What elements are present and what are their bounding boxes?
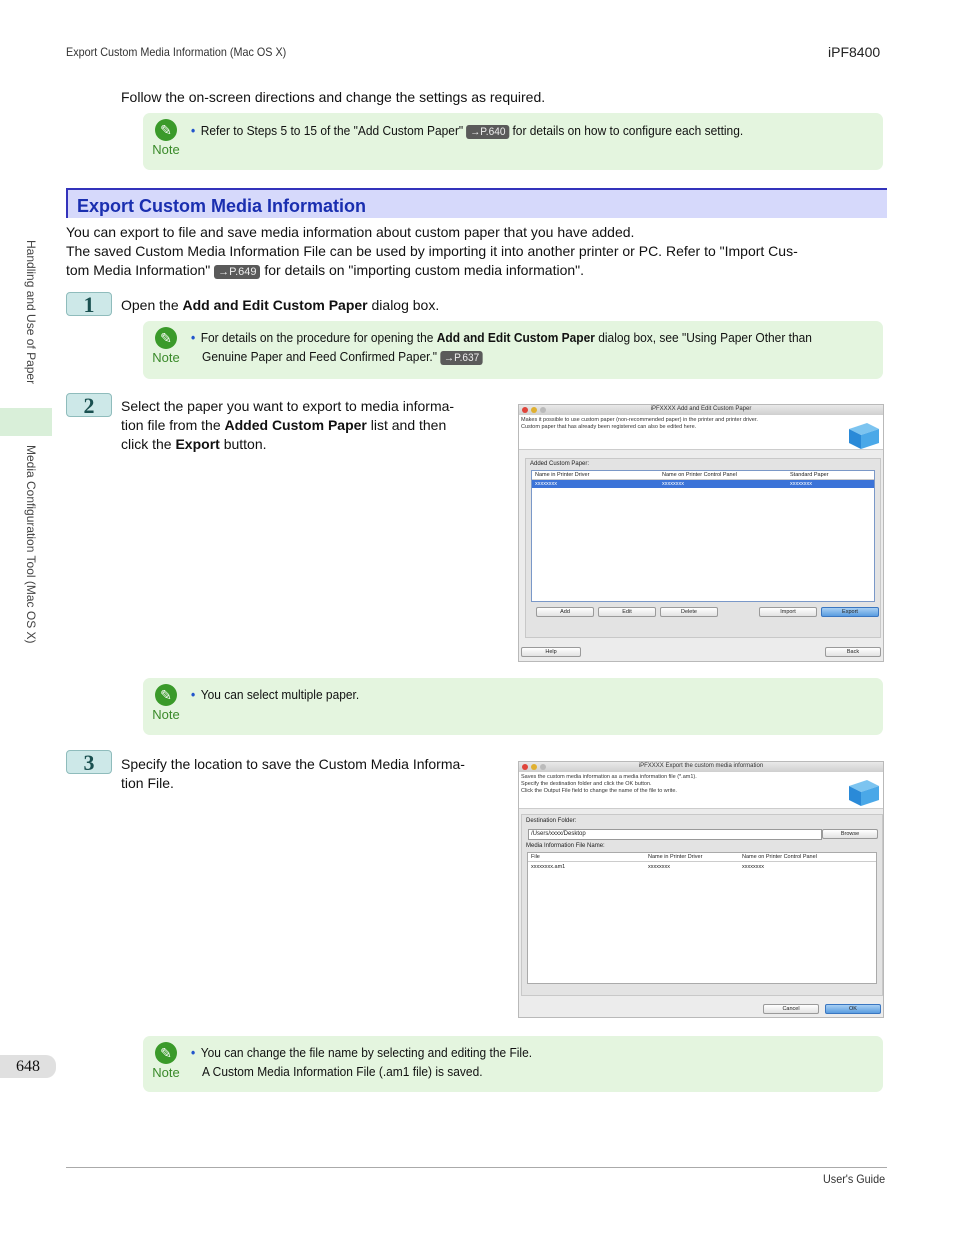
note-leaf-icon: ✎ <box>155 119 177 141</box>
edit-button[interactable]: Edit <box>598 607 656 617</box>
paragraph: You can export to file and save media information about custom paper that you have added. <box>66 224 635 240</box>
table-row[interactable]: xxxxxxxx xxxxxxxx xxxxxxxx <box>532 480 874 488</box>
export-button[interactable]: Export <box>821 607 879 617</box>
step-number: 2 <box>66 393 112 417</box>
list-header: File Name in Printer Driver Name on Printer Control Panel <box>528 853 876 862</box>
step-number: 1 <box>66 292 112 316</box>
list-header: Name in Printer Driver Name on Printer Control Panel Standard Paper <box>532 471 874 480</box>
note-box: ✎ Note • For details on the procedure for opening the Add and Edit Custom Paper dialog box, see "Using Paper Other than Genuine Paper and Feed Confirmed Paper." →P.637 <box>143 321 883 379</box>
footer-guide-title: User's Guide <box>823 1172 886 1186</box>
side-tab-marker <box>0 408 52 436</box>
note-leaf-icon: ✎ <box>155 327 177 349</box>
page-ref-link[interactable]: →P.640 <box>467 125 510 139</box>
add-edit-custom-paper-dialog: iPFXXXX Add and Edit Custom Paper Makes it possible to use custom paper (non-recommended paper) in the printer and printer driver. Custom paper that has already been registered can also be edited here. Added Custom Paper: Name in Printer Driver Name on Printer Control Panel Standard Paper xxxxxxxx xxxxxxxx xxxxxxxx Add Edit Delete Import Export Help Back <box>518 404 884 662</box>
paragraph: tom Media Information" →P.649 for details on "importing custom media information". <box>66 262 585 278</box>
side-tab-media-config[interactable]: Media Configuration Tool (Mac OS X) <box>24 445 38 644</box>
export-custom-media-dialog: iPFXXXX Export the custom media information Saves the custom media information as a media information file (*.am1). Specify the destination folder and click the OK button. Click the Output File field to change the name of the file to write. Destination Folder: /Users/xxxx/Desktop Browse Media Information File Name: File Name in Printer Driver Name on Printer Control Panel xxxxxxxx.am1 xxxxxxxx xxxxxxxx Cancel OK <box>518 761 884 1018</box>
note-box: ✎ Note • You can select multiple paper. <box>143 678 883 735</box>
step-text: Select the paper you want to export to media informa- tion file from the Added Custom Paper list and then click the Export button. <box>121 398 455 452</box>
page-ref-link[interactable]: →P.637 <box>440 351 483 365</box>
printer-media-cube-icon <box>845 776 881 806</box>
table-row[interactable]: xxxxxxxx.am1 xxxxxxxx xxxxxxxx <box>531 864 764 870</box>
help-button[interactable]: Help <box>521 647 581 657</box>
page-number: 648 <box>0 1055 56 1078</box>
back-button[interactable]: Back <box>825 647 881 657</box>
note-box: ✎ Note • You can change the file name by selecting and editing the File. A Custom Media Information File (.am1 file) is saved. <box>143 1036 883 1092</box>
added-custom-paper-group: Added Custom Paper: Name in Printer Driver Name on Printer Control Panel Standard Paper xxxxxxxx xxxxxxxx xxxxxxxx Add Edit Delete Import Export <box>525 458 881 638</box>
note-leaf-icon: ✎ <box>155 684 177 706</box>
add-button[interactable]: Add <box>536 607 594 617</box>
file-name-cell[interactable]: xxxxxxxx.am1 <box>531 864 566 870</box>
paragraph: The saved Custom Media Information File can be used by importing it into another printer or PC. Refer to "Import Cus- <box>66 243 798 259</box>
page-ref-link[interactable]: →P.649 <box>214 265 260 279</box>
destination-folder-field[interactable]: /Users/xxxx/Desktop <box>528 829 822 840</box>
side-tab-handling[interactable]: Handling and Use of Paper <box>24 240 38 385</box>
note-box: ✎ Note • Refer to Steps 5 to 15 of the "Add Custom Paper" →P.640 for details on how to configure each setting. <box>143 113 883 170</box>
browse-button[interactable]: Browse <box>822 829 878 839</box>
running-header-model: iPF8400 <box>828 44 881 60</box>
section-heading: Export Custom Media Information <box>66 188 887 218</box>
running-header-title: Export Custom Media Information (Mac OS X) <box>66 45 287 59</box>
media-file-list[interactable] <box>527 852 877 984</box>
note-leaf-icon: ✎ <box>155 1042 177 1064</box>
step-text: Specify the location to save the Custom Media Informa- tion File. <box>121 756 465 791</box>
delete-button[interactable]: Delete <box>660 607 718 617</box>
printer-media-cube-icon <box>845 419 881 449</box>
step-number: 3 <box>66 750 112 774</box>
footer-rule <box>66 1167 887 1168</box>
step-text: Open the Add and Edit Custom Paper dialog box. <box>121 297 440 313</box>
export-settings-group: Destination Folder: /Users/xxxx/Desktop Browse Media Information File Name: File Name in Printer Driver Name on Printer Control Panel xxxxxxxx.am1 xxxxxxxx xxxxxxxx <box>521 814 883 996</box>
intro-text: Follow the on-screen directions and change the settings as required. <box>121 89 546 105</box>
import-button[interactable]: Import <box>759 607 817 617</box>
cancel-button[interactable]: Cancel <box>763 1004 819 1014</box>
added-custom-paper-list[interactable] <box>531 470 875 602</box>
ok-button[interactable]: OK <box>825 1004 881 1014</box>
